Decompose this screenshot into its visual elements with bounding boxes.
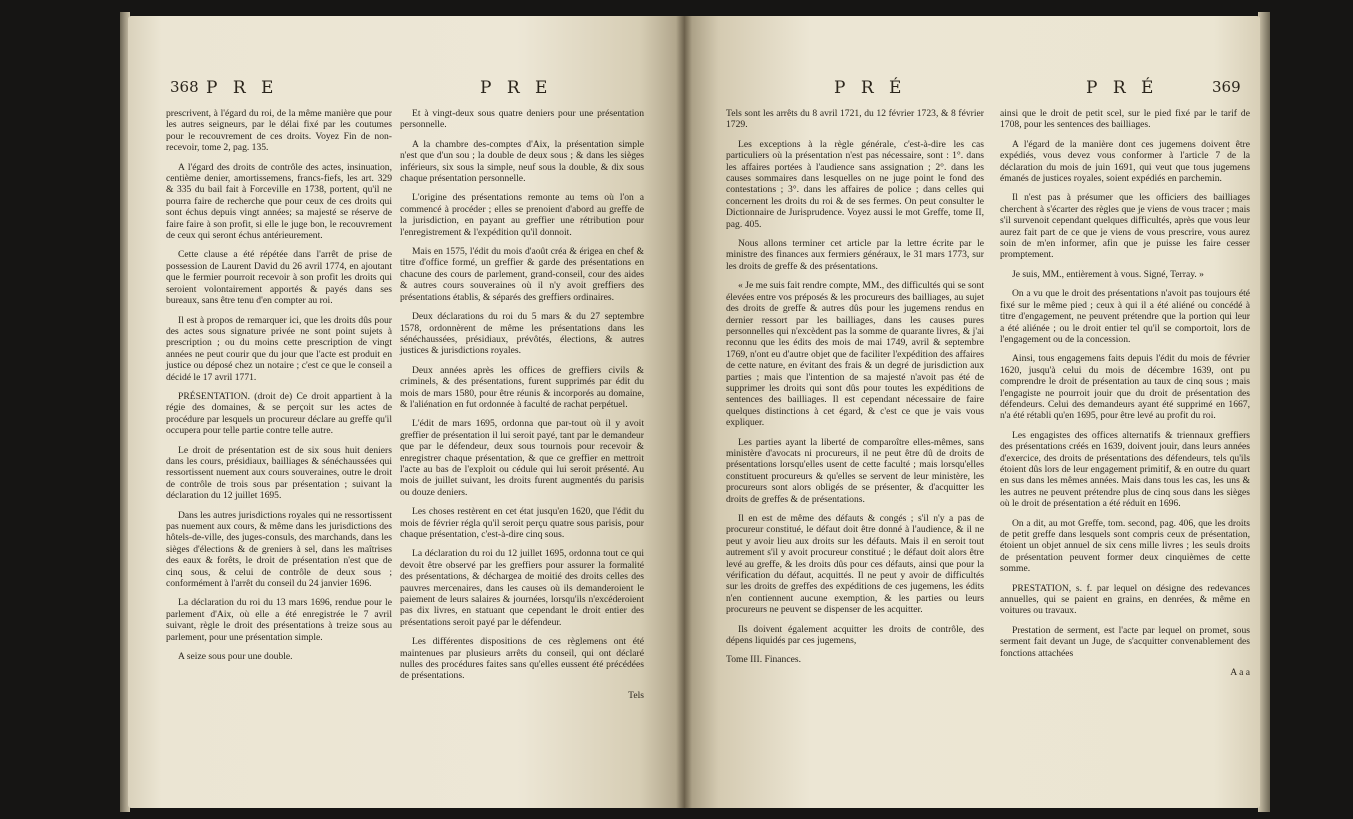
letter-paragraph: Il en est de même des défauts & congés ; s'il n'y a pas de procureur constitué, le défaut doit être donné à l'audience, & il ne peut y avoir lieu aux droits sur les défauts. Mais il en seroit tout autrement s'il y avoit procureur constitué ; le défaut doit alors être levé au greffe, & les droits dûs pour ces défauts, ainsi que pour la vérification du défaut, acquittés. Il ne peut y avoir de difficultés sur les droits de greffes des expéditions de ces jugemens, les édits n'en contiennent aucune exemption, & les parties ou leurs procureurs ne peuvent se dispenser de les acquitter. (726, 513, 984, 616)
paragraph: Le droit de présentation est de six sous huit deniers dans les cours, présidiaux, bailliages & sénéchaussées qui ressortissent nuement aux cours souveraines, outre le droit de contrôle de trois sous par présentation ; suivant la déclaration du 12 juillet 1695. (166, 444, 392, 502)
paragraph: La déclaration du roi du 12 juillet 1695, ordonna tout ce qui devoit être observé par les greffiers pour assurer la formalité des présentations, & déchargea de moitié des droits celles des pauvres mercenaires, dans les causes où ils demanderoient le paiement de leurs salaires & journées, lorsqu'ils n'excéderoient pas dix livres, en statuant que cependant le droit entier des présentations seroit payé par le défendeur. (400, 548, 644, 628)
paragraph: Je suis, MM., entièrement à vous. Signé, Terray. » (1012, 268, 1204, 280)
paragraph: Ainsi, tous engagemens faits depuis l'édit du mois de février 1620, jusqu'à celui du mois de décembre 1639, ont pu comprendre le droit de présentation au taux de cinq sous ; mais l'engagiste ne pourroit jouir que du droit de présentation des défendeurs. Celui des demandeurs ayant été supprimé en 1667, n'a été rétabli qu'en 1695, pour être levé au profit du roi. (1000, 353, 1250, 422)
paragraph: On a vu que le droit des présentations n'avoit pas toujours été fixé sur le même pied ; ceux à qui il a été aliéné ou concédé à titre d'engagement, ne peuvent prétendre que la portion qui leur a été aliénée ; ou le droit entier tel qu'il se comportoit, lors de l'engagement ou de la concession. (1000, 288, 1250, 345)
paragraph: prescrivent, à l'égard du roi, de la même manière que pour les autres seigneurs, par le délai fixé par les coutumes pour le recouvrement de ces droits. Voyez Fin de non-recevoir, tome 2, pag. 135. (166, 108, 392, 154)
paragraph: Tels sont les arrêts du 8 avril 1721, du 12 février 1723, & 8 février 1729. (726, 108, 984, 131)
right-page (684, 16, 1260, 808)
page-number-left: 368 (170, 78, 199, 96)
letter-paragraph: « Je me suis fait rendre compte, MM., des difficultés qui se sont élevées entre vos préposés & les procureurs des bailliages, au sujet des droits de greffe & autres dûs pour les jugemens rendus en dernier ressort par les bailliages, dans les causes pures personnelles qui n'excèdent pas la somme de quarante livres, & j'ai reconnu que les édits des mois de mai 1749, avril & septembre 1769, n'ont eu d'autre objet que de faciliter l'expédition des affaires de cette nature, en évitant des frais & un degré de jurisdiction aux parties ; mais que l'intention de sa majesté n'avoit pas été de supprimer les droits qui sont dûs pour toutes les expéditions de sentences des bailliages. Il est cependant nécessaire de faire quelques distinctions à cet égard, & c'est ce que je vais vous expliquer. (726, 280, 984, 429)
paragraph: Deux déclarations du roi du 5 mars & du 27 septembre 1578, ordonnèrent de même les présentations dans les sénéchaussées, présidiaux, prévôtés, élections, & autres justices & jurisdictions royales. (400, 311, 644, 357)
paragraph: A seize sous pour une double. (178, 651, 293, 663)
paragraph: ainsi que le droit de petit scel, sur le pied fixé par le tarif de 1708, pour les sentences des bailliages. (1000, 108, 1250, 131)
entry-prestation: PRESTATION, s. f. par lequel on désigne des redevances annuelles, qui se paient en grains, en denrées, & même en voitures ou travaux. (1000, 582, 1250, 617)
entry-prestation-serment: Prestation de serment, est l'acte par lequel on promet, sous serment fait devant un Juge, de s'acquitter convenablement des fonctions attachées (1000, 624, 1250, 659)
paragraph: La déclaration du roi du 13 mars 1696, rendue pour le parlement d'Aix, où elle a été enregistrée le 7 avril suivant, règle le droit des présentations à treize sous au parlement, pour une présentation simple. (166, 597, 392, 643)
signature-mark: A a a (1230, 667, 1250, 679)
right-column-1 (726, 108, 984, 674)
paragraph: A la chambre des-comptes d'Aix, la présentation simple n'est que d'un sou ; la double de deux sous ; & dans les sièges inférieurs, six sous la simple, neuf sous la double, & dix sous chaque présentation personnelle. (400, 138, 644, 185)
running-head-left-center: P R E (480, 78, 553, 98)
letter-paragraph: Ils doivent également acquitter les droits de contrôle, des dépens liquidés par ces jugemens, (726, 623, 984, 647)
entry-presentation: PRÉSENTATION. (droit de) Ce droit appartient à la régie des domaines, & se perçoit sur les actes de procédure par lesquels un procureur déclare au greffe qu'il occupera pour telle partie contre telle autre. (166, 390, 392, 437)
paragraph: Les exceptions à la règle générale, c'est-à-dire les cas particuliers où la présentation n'est pas nécessaire, sont : 1°. dans les affaires portées à l'audience sans assignation ; 2°. dans les causes sommaires dans lesquelles on ne juge point le fond des contestations ; 3°. dans les affaires de police ; dans celles qui concernent les droits du roi & de ses fermes. On peut consulter le Dictionnaire de Jurisprudence. Voyez aussi le mot Greffe, tome II, pag. 405. (726, 138, 984, 230)
paragraph: Les choses restèrent en cet état jusqu'en 1620, que l'édit du mois de février régla qu'il seroit perçu quatre sous parisis, pour chaque présentation, c'est-à-dire cinq sous. (400, 506, 644, 540)
paragraph: Dans les autres jurisdictions royales qui ne ressortissent pas nuement aux cours, & même dans les jurisdictions des hôtels-de-ville, des juges-consuls, des marchands, dans les sièges d'élections & de greniers à sel, dans les maîtrises des eaux & forêts, le droit de présentation n'est que de cinq sous, & celui de contrôle de deux sous ; conformément à l'arrêt du conseil du 24 janvier 1696. (166, 509, 392, 590)
paragraph: On a dit, au mot Greffe, tom. second, pag. 406, que les droits de petit greffe dans lesquels sont compris ceux de présentation, étoient un objet annuel de six cens mille livres ; les seuls droits de présentation peuvent former deux cinquièmes de cette somme. (1000, 517, 1250, 575)
paragraph: A l'égard des droits de contrôle des actes, insinuation, centième denier, amortissemens, francs-fiefs, les art. 329 & 335 du bail fait à Forceville en 1738, portent, qu'il ne pourra faire de recherche que pour ceux de ces droits qui sont échus depuis vingt années; sa majesté se réserve de faire faire à son profit, si elle le juge bon, le recouvrement de ceux qui seront échus antérieurement. (166, 161, 392, 242)
footer-volume: Tome III. Finances. (726, 654, 801, 666)
paragraph: Les engagistes des offices alternatifs & triennaux greffiers des présentations créés en 1639, doivent jouir, dans leurs années d'exercice, des droits de présentations des défendeurs, tels qu'ils étoient dûs lors de leur engagement primitif, & en outre du quart en sus dans les mêmes années. Mais dans tous les cas, les uns & les autres ne peuvent prétendre plus de cinq sous dans les sièges où le droit de présentation a été réduit en 1696. (1000, 429, 1250, 510)
left-column-1 (166, 108, 392, 670)
catchword: Tels (628, 689, 644, 701)
running-head-left: P R E (206, 78, 279, 98)
paragraph: Il n'est pas à présumer que les officiers des bailliages cherchent à s'écarter des règles que je viens de vous tracer ; mais s'il survenoit cependant quelques difficultés, après que vous leur aurez fait part de ce que je viens de vous prescrire, vous aurez soin de m'en informer, afin que je puisse les faire cesser promptement. (1000, 192, 1250, 261)
left-column-2 (400, 108, 644, 709)
book-gutter (676, 16, 692, 808)
paragraph: A l'égard de la manière dont ces jugemens doivent être expédiés, vous devez vous conformer à l'article 7 de la déclaration du mois de juin 1691, qui veut que tous jugemens émanés de justices royales, soient expédiés en parchemin. (1000, 138, 1250, 185)
paragraph: Et à vingt-deux sous quatre deniers pour une présentation personnelle. (400, 108, 644, 131)
paragraph: L'origine des présentations remonte au tems où l'on a commencé à procéder ; elles se prenoient d'abord au greffe de la jurisdiction, en payant au greffier une rétribution pour l'enregistrement & l'expédition qu'il donnoit. (400, 192, 644, 238)
paragraph: Cette clause a été répétée dans l'arrêt de prise de possession de Laurent David du 26 avril 1774, en ajoutant que le fermier pourroit recevoir à son profit les droits qui seroient volontairement apportés & payés dans ses bureaux, sans être tenu d'en compter au roi. (166, 249, 392, 307)
letter-paragraph: Les parties ayant la liberté de comparoître elles-mêmes, sans ministère d'avocats ni procureurs, il ne peut être dû de droits de présentations lorsqu'elles usent de cette faculté ; mais lorsqu'elles constituent procureurs & qu'elles se servent de leur ministère, les procureurs sont alors obligés de se présenter, & d'acquitter les droits de greffes & de présentations. (726, 436, 984, 505)
page-number-right: 369 (1212, 78, 1241, 96)
paragraph: Deux années après les offices de greffiers civils & criminels, & des présentations, furent supprimés par édit du mois de mars 1580, pour être réunis & incorporés au domaine, & l'aliénation en fut ordonnée à faculté de rachat perpétuel. (400, 364, 644, 410)
running-head-right-center: P R É (834, 78, 907, 98)
paragraph: Il est à propos de remarquer ici, que les droits dûs pour des actes sous signature privée ne sont point sujets à prescription ; ou du moins cette prescription de vingt années ne peut courir que du jour que l'acte est produit en justice ou déposé chez un notaire ; c'est ce que le conseil a décidé le 17 avril 1771. (166, 314, 392, 383)
paragraph: Nous allons terminer cet article par la lettre écrite par le ministre des finances aux fermiers généraux, le 31 mars 1773, sur les droits de greffe & des présentations. (726, 238, 984, 272)
left-page (128, 16, 684, 808)
running-head-right: P R É (1086, 78, 1159, 98)
right-column-2 (1000, 108, 1250, 686)
paragraph: Les différentes dispositions de ces règlemens ont été maintenues par plusieurs arrêts du conseil, qui ont déclaré nulles des procédures faites sans qu'elles eussent été précédées de présentations. (400, 636, 644, 682)
paragraph: Mais en 1575, l'édit du mois d'août créa & érigea en chef & titre d'office formé, un greffier & garde des présentations en chacune des cours de parlement, grand-conseil, cour des aides & autres cours souveraines où il n'y avoit greffiers des présentations établis, & séparés des greffiers ordinaires. (400, 246, 644, 303)
paragraph: L'édit de mars 1695, ordonna que par-tout où il y avoit greffier de présentation il lui seroit payé, tant par le demandeur que par le défendeur, deux sous tournois pour recevoir & enregistrer chaque présentation, & que ce greffier en mettroit l'acte au bas de l'exploit ou cédule qui lui seroit présenté. Au mois de juillet suivant, les droits furent augmentés du parisis ou douze deniers. (400, 418, 644, 498)
